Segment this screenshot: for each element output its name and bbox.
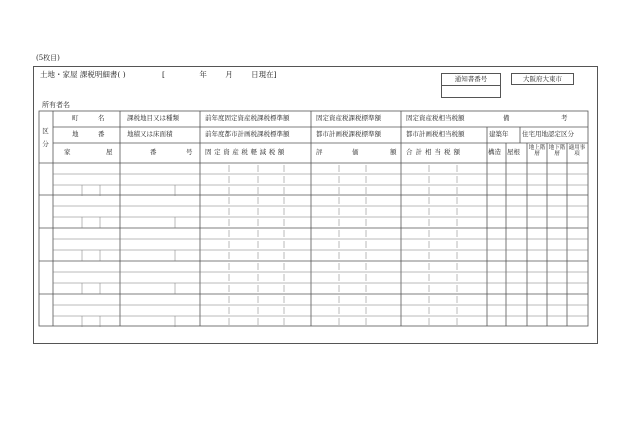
house-header-2: 屋 xyxy=(106,148,113,156)
fixed-reduction-header: 固定資産税軽減税額 xyxy=(205,148,287,156)
remarks-header-2: 考 xyxy=(561,114,568,122)
notice-number-label: 通知書番号 xyxy=(442,74,500,86)
lot-header-1: 地 xyxy=(72,130,79,138)
structure-header: 構造 xyxy=(488,148,501,156)
title-text: 土地・家屋 課税明細書( ) xyxy=(40,70,126,79)
valuation-header-3: 額 xyxy=(390,148,397,156)
prev-fixed-asset-std-header: 前年度固定資産税課税標準額 xyxy=(205,114,290,122)
page-number: (5枚目) xyxy=(36,54,60,62)
area-header: 地積又は床面積 xyxy=(127,130,173,138)
residential-cert-header: 住宅用地認定区分 xyxy=(522,130,574,138)
fixed-asset-std-header: 固定資産税課税標準額 xyxy=(316,114,381,122)
applicable-header: 適用事項 xyxy=(568,145,586,157)
house-header-1: 家 xyxy=(64,148,71,156)
tax-land-category-header: 課税地目又は種類 xyxy=(127,114,179,122)
roof-header: 屋根 xyxy=(507,148,520,156)
date-open: [ xyxy=(162,70,165,79)
day-label: 日現在] xyxy=(251,70,277,79)
above-floors-header: 地上階層 xyxy=(528,145,546,157)
lot-header-2: 番 xyxy=(98,130,105,138)
prev-city-plan-std-header: 前年度都市計画税課税標準額 xyxy=(205,130,290,138)
month-label: 月 xyxy=(225,70,233,79)
fixed-asset-tax-header: 固定資産税相当税額 xyxy=(406,114,465,122)
built-year-header: 建築年 xyxy=(489,130,509,138)
town-header-2: 名 xyxy=(98,114,105,122)
city-plan-std-header: 都市計画税課税標準額 xyxy=(316,130,381,138)
remarks-header-1: 備 xyxy=(503,114,510,122)
city-name: 大阪府大東市 xyxy=(511,73,574,85)
total-tax-header: 合計相当税額 xyxy=(406,148,463,156)
valuation-header-2: 価 xyxy=(352,148,359,156)
town-header-1: 町 xyxy=(72,114,79,122)
year-label: 年 xyxy=(199,70,207,79)
valuation-header-1: 評 xyxy=(316,148,323,156)
city-plan-tax-header: 都市計画税相当税額 xyxy=(406,130,465,138)
section-header: 区分 xyxy=(42,127,49,148)
below-floors-header: 地下階層 xyxy=(548,145,566,157)
house-header-4: 号 xyxy=(186,148,193,156)
house-header-3: 番 xyxy=(150,148,157,156)
owner-label: 所有者名 xyxy=(42,101,70,109)
